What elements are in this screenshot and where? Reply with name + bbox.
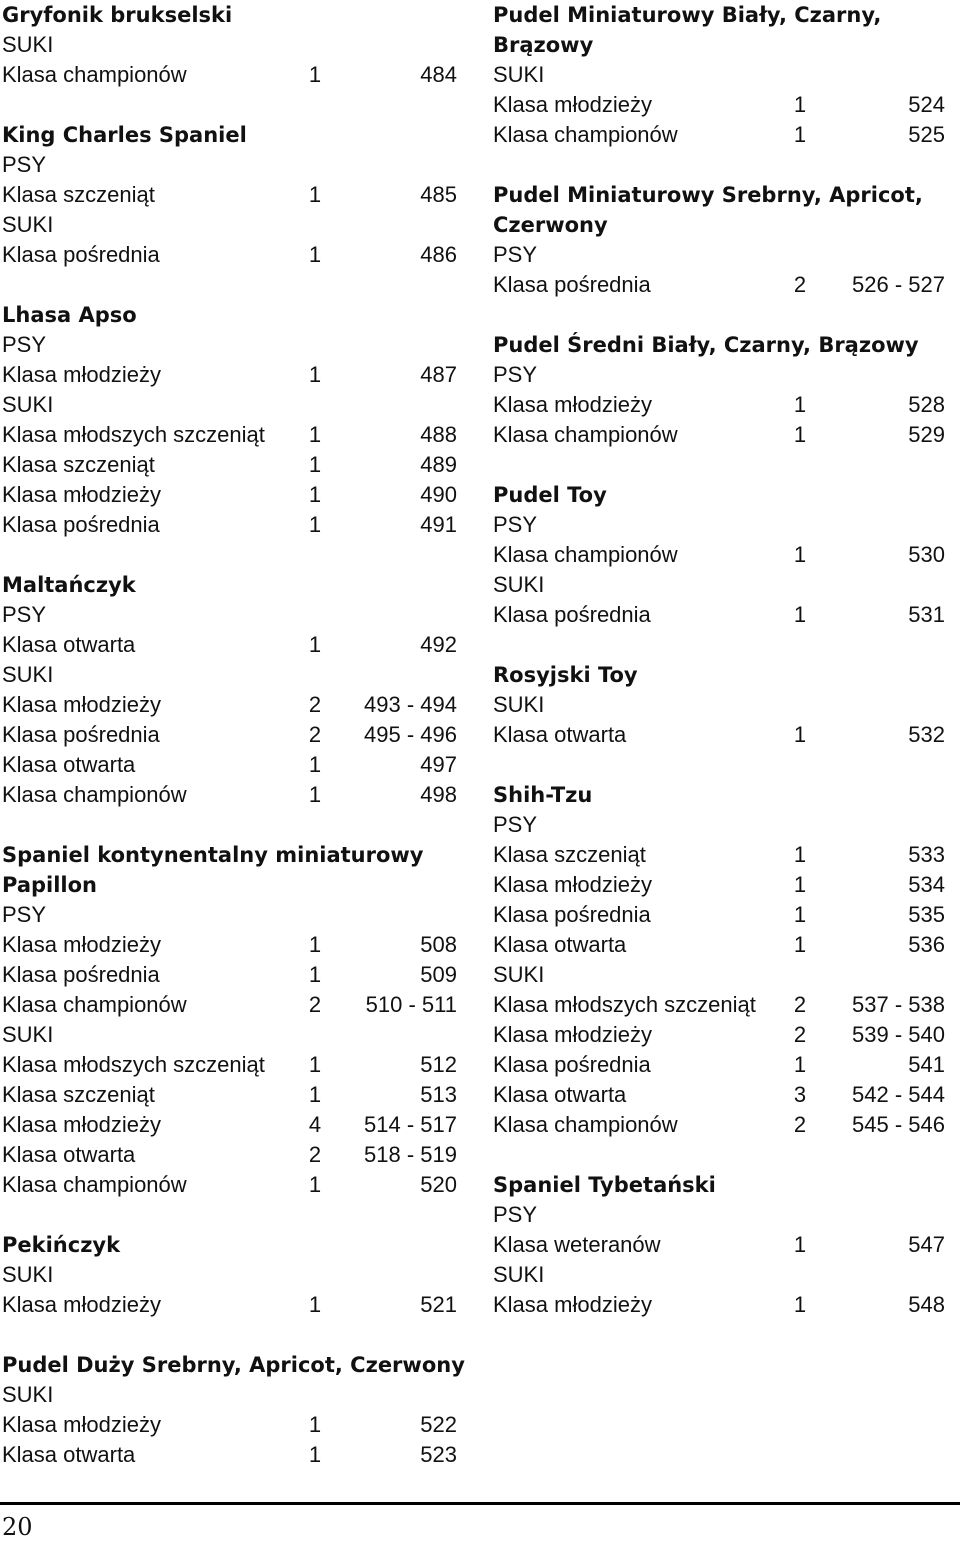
section-gap bbox=[493, 750, 945, 780]
sex-label: PSY bbox=[493, 1202, 538, 1227]
catalog-numbers: 484 bbox=[420, 62, 457, 87]
class-name: Klasa championów bbox=[2, 62, 187, 87]
class-name: Klasa championów bbox=[2, 1172, 187, 1197]
catalog-numbers: 498 bbox=[420, 782, 457, 807]
dog-count: 2 bbox=[793, 1022, 807, 1047]
class-row bbox=[493, 90, 945, 120]
section-gap bbox=[2, 810, 457, 840]
class-row bbox=[493, 390, 945, 420]
class-row bbox=[493, 720, 945, 750]
sex-label: SUKI bbox=[493, 1262, 545, 1287]
catalog-numbers: 534 bbox=[908, 872, 945, 897]
class-name: Klasa młodszych szczeniąt bbox=[493, 992, 756, 1017]
class-row bbox=[493, 1290, 945, 1320]
dog-count: 1 bbox=[308, 1082, 322, 1107]
class-row bbox=[2, 720, 457, 750]
section-gap bbox=[493, 450, 945, 480]
class-row bbox=[2, 180, 457, 210]
dog-count: 1 bbox=[793, 842, 807, 867]
left-column bbox=[2, 0, 465, 1470]
section-gap bbox=[2, 540, 457, 570]
class-name: Klasa młodzieży bbox=[493, 1292, 652, 1317]
breed-heading: Pudel Średni Biały, Czarny, Brązowy bbox=[493, 333, 919, 357]
dog-count: 1 bbox=[793, 872, 807, 897]
class-name: Klasa otwarta bbox=[2, 632, 136, 657]
dog-count: 1 bbox=[308, 932, 322, 957]
catalog-numbers: 514 - 517 bbox=[364, 1112, 457, 1137]
catalog-numbers: 523 bbox=[420, 1442, 457, 1467]
class-name: Klasa pośrednia bbox=[2, 962, 160, 987]
dog-count: 1 bbox=[308, 632, 322, 657]
catalog-numbers: 491 bbox=[420, 512, 457, 537]
class-row bbox=[493, 600, 945, 630]
dog-count: 1 bbox=[308, 1292, 322, 1317]
class-name: Klasa młodzieży bbox=[2, 932, 161, 957]
sex-label: SUKI bbox=[493, 962, 545, 987]
class-name: Klasa otwarta bbox=[2, 1442, 136, 1467]
dog-count: 1 bbox=[308, 1052, 322, 1077]
section-gap bbox=[2, 270, 457, 300]
class-name: Klasa pośrednia bbox=[493, 602, 651, 627]
breed-heading: Pudel Duży Srebrny, Apricot, Czerwony bbox=[2, 1353, 465, 1377]
dog-count: 1 bbox=[308, 182, 322, 207]
section-gap bbox=[2, 1200, 457, 1230]
section-gap bbox=[493, 1140, 945, 1170]
class-row bbox=[2, 990, 457, 1020]
catalog-numbers: 522 bbox=[420, 1412, 457, 1437]
class-name: Klasa młodzieży bbox=[2, 1112, 161, 1137]
class-name: Klasa championów bbox=[493, 422, 678, 447]
section-gap bbox=[493, 630, 945, 660]
class-row bbox=[493, 120, 945, 150]
catalog-numbers: 541 bbox=[908, 1052, 945, 1077]
class-row bbox=[2, 60, 457, 90]
class-row bbox=[493, 1080, 945, 1110]
sex-label: SUKI bbox=[2, 1382, 54, 1407]
class-name: Klasa otwarta bbox=[493, 722, 627, 747]
class-name: Klasa młodszych szczeniąt bbox=[2, 1052, 265, 1077]
dog-count: 1 bbox=[793, 1292, 807, 1317]
footer-rule bbox=[0, 1502, 960, 1505]
class-row bbox=[493, 1110, 945, 1140]
class-name: Klasa pośrednia bbox=[493, 272, 651, 297]
right-column bbox=[493, 0, 945, 1320]
class-name: Klasa młodzieży bbox=[493, 872, 652, 897]
catalog-numbers: 509 bbox=[420, 962, 457, 987]
class-row bbox=[493, 540, 945, 570]
dog-count: 2 bbox=[793, 272, 807, 297]
class-row bbox=[2, 360, 457, 390]
dog-count: 2 bbox=[793, 992, 807, 1017]
catalog-numbers: 497 bbox=[420, 752, 457, 777]
class-name: Klasa młodzieży bbox=[2, 362, 161, 387]
dog-count: 1 bbox=[308, 962, 322, 987]
dog-count: 1 bbox=[308, 422, 322, 447]
class-row bbox=[493, 840, 945, 870]
catalog-numbers: 490 bbox=[420, 482, 457, 507]
class-name: Klasa młodzieży bbox=[493, 92, 652, 117]
catalog-numbers: 528 bbox=[908, 392, 945, 417]
breed-heading: Maltańczyk bbox=[2, 573, 136, 597]
catalog-numbers: 493 - 494 bbox=[364, 692, 457, 717]
sex-label: PSY bbox=[2, 902, 47, 927]
class-row bbox=[2, 750, 457, 780]
dog-count: 2 bbox=[308, 692, 322, 717]
sex-label: PSY bbox=[493, 812, 538, 837]
class-row bbox=[2, 780, 457, 810]
catalog-numbers: 485 bbox=[420, 182, 457, 207]
class-row bbox=[2, 1410, 457, 1440]
class-name: Klasa szczeniąt bbox=[2, 182, 155, 207]
class-name: Klasa otwarta bbox=[493, 1082, 627, 1107]
dog-count: 1 bbox=[308, 1412, 322, 1437]
section-gap bbox=[2, 1320, 457, 1350]
class-row bbox=[2, 690, 457, 720]
class-row bbox=[2, 930, 457, 960]
class-row bbox=[2, 1050, 457, 1080]
class-row bbox=[2, 510, 457, 540]
class-name: Klasa pośrednia bbox=[493, 1052, 651, 1077]
catalog-numbers: 536 bbox=[908, 932, 945, 957]
catalog-numbers: 512 bbox=[420, 1052, 457, 1077]
sex-label: PSY bbox=[2, 332, 47, 357]
class-name: Klasa szczeniąt bbox=[2, 1082, 155, 1107]
dog-count: 1 bbox=[793, 422, 807, 447]
breed-heading-cont: Brązowy bbox=[493, 33, 594, 57]
catalog-numbers: 548 bbox=[908, 1292, 945, 1317]
sex-label: SUKI bbox=[2, 32, 54, 57]
dog-count: 1 bbox=[793, 92, 807, 117]
dog-count: 1 bbox=[308, 512, 322, 537]
dog-count: 1 bbox=[793, 1052, 807, 1077]
class-name: Klasa pośrednia bbox=[493, 902, 651, 927]
breed-heading-cont: Papillon bbox=[2, 873, 98, 897]
breed-heading: Spaniel kontynentalny miniaturowy bbox=[2, 843, 424, 867]
breed-heading: Lhasa Apso bbox=[2, 303, 137, 327]
breed-heading: Pudel Miniaturowy Biały, Czarny, bbox=[493, 3, 882, 27]
sex-label: SUKI bbox=[493, 62, 545, 87]
class-name: Klasa młodzieży bbox=[2, 692, 161, 717]
page-number: 20 bbox=[2, 1513, 33, 1541]
class-name: Klasa pośrednia bbox=[2, 242, 160, 267]
catalog-numbers: 492 bbox=[420, 632, 457, 657]
sex-label: PSY bbox=[2, 152, 47, 177]
catalog-numbers: 526 - 527 bbox=[852, 272, 945, 297]
dog-count: 2 bbox=[793, 1112, 807, 1137]
sex-label: SUKI bbox=[2, 1262, 54, 1287]
sex-label: SUKI bbox=[493, 692, 545, 717]
class-name: Klasa otwarta bbox=[2, 1142, 136, 1167]
dog-count: 2 bbox=[308, 1142, 322, 1167]
dog-count: 1 bbox=[308, 1172, 322, 1197]
class-name: Klasa otwarta bbox=[493, 932, 627, 957]
catalog-numbers: 518 - 519 bbox=[364, 1142, 457, 1167]
dog-count: 1 bbox=[793, 542, 807, 567]
sex-label: SUKI bbox=[2, 1022, 54, 1047]
catalog-numbers: 520 bbox=[420, 1172, 457, 1197]
sex-label: PSY bbox=[493, 512, 538, 537]
catalog-numbers: 524 bbox=[908, 92, 945, 117]
class-row bbox=[493, 930, 945, 960]
catalog-numbers: 539 - 540 bbox=[852, 1022, 945, 1047]
class-row bbox=[2, 1080, 457, 1110]
catalog-numbers: 508 bbox=[420, 932, 457, 957]
class-name: Klasa championów bbox=[493, 122, 678, 147]
sex-label: SUKI bbox=[2, 212, 54, 237]
catalog-numbers: 535 bbox=[908, 902, 945, 927]
catalog-numbers: 495 - 496 bbox=[364, 722, 457, 747]
sex-label: SUKI bbox=[2, 662, 54, 687]
breed-heading: Pekińczyk bbox=[2, 1233, 121, 1257]
dog-count: 1 bbox=[308, 242, 322, 267]
class-row bbox=[493, 270, 945, 300]
catalog-numbers: 525 bbox=[908, 122, 945, 147]
breed-heading: Pudel Miniaturowy Srebrny, Apricot, bbox=[493, 183, 923, 207]
dog-count: 1 bbox=[308, 1442, 322, 1467]
sex-label: SUKI bbox=[2, 392, 54, 417]
class-row bbox=[2, 1290, 457, 1320]
catalog-numbers: 532 bbox=[908, 722, 945, 747]
dog-count: 1 bbox=[308, 362, 322, 387]
class-row bbox=[2, 450, 457, 480]
dog-count: 1 bbox=[793, 722, 807, 747]
class-name: Klasa szczeniąt bbox=[493, 842, 646, 867]
dog-count: 1 bbox=[308, 482, 322, 507]
breed-heading: Shih-Tzu bbox=[493, 783, 593, 807]
class-row bbox=[2, 1170, 457, 1200]
dog-count: 1 bbox=[793, 902, 807, 927]
class-row bbox=[493, 990, 945, 1020]
class-name: Klasa młodzieży bbox=[2, 482, 161, 507]
catalog-numbers: 488 bbox=[420, 422, 457, 447]
class-name: Klasa młodzieży bbox=[2, 1412, 161, 1437]
dog-count: 1 bbox=[793, 602, 807, 627]
dog-count: 2 bbox=[308, 722, 322, 747]
dog-count: 4 bbox=[308, 1112, 322, 1137]
dog-count: 3 bbox=[793, 1082, 807, 1107]
breed-heading-cont: Czerwony bbox=[493, 213, 608, 237]
class-row bbox=[493, 1050, 945, 1080]
class-row bbox=[493, 900, 945, 930]
class-name: Klasa pośrednia bbox=[2, 512, 160, 537]
class-row bbox=[2, 1110, 457, 1140]
catalog-numbers: 530 bbox=[908, 542, 945, 567]
class-name: Klasa championów bbox=[493, 1112, 678, 1137]
class-name: Klasa otwarta bbox=[2, 752, 136, 777]
catalog-numbers: 545 - 546 bbox=[852, 1112, 945, 1137]
dog-count: 2 bbox=[308, 992, 322, 1017]
class-row bbox=[2, 240, 457, 270]
class-row bbox=[493, 1230, 945, 1260]
class-row bbox=[2, 630, 457, 660]
catalog-numbers: 510 - 511 bbox=[365, 992, 457, 1017]
dog-count: 1 bbox=[793, 122, 807, 147]
breed-heading: Pudel Toy bbox=[493, 483, 607, 507]
class-name: Klasa szczeniąt bbox=[2, 452, 155, 477]
catalog-numbers: 487 bbox=[420, 362, 457, 387]
catalog-numbers: 537 - 538 bbox=[852, 992, 945, 1017]
class-name: Klasa młodzieży bbox=[493, 1022, 652, 1047]
catalog-numbers: 547 bbox=[908, 1232, 945, 1257]
section-gap bbox=[493, 300, 945, 330]
class-name: Klasa pośrednia bbox=[2, 722, 160, 747]
class-name: Klasa championów bbox=[2, 782, 187, 807]
dog-count: 1 bbox=[308, 62, 322, 87]
dog-count: 1 bbox=[793, 392, 807, 417]
class-name: Klasa weteranów bbox=[493, 1232, 661, 1257]
dog-count: 1 bbox=[793, 932, 807, 957]
catalog-numbers: 529 bbox=[908, 422, 945, 447]
class-row bbox=[493, 420, 945, 450]
class-row bbox=[493, 1020, 945, 1050]
class-name: Klasa młodzieży bbox=[493, 392, 652, 417]
class-row bbox=[2, 480, 457, 510]
class-row bbox=[2, 420, 457, 450]
dog-count: 1 bbox=[308, 752, 322, 777]
class-name: Klasa młodszych szczeniąt bbox=[2, 422, 265, 447]
catalog-numbers: 531 bbox=[908, 602, 945, 627]
class-name: Klasa championów bbox=[2, 992, 187, 1017]
section-gap bbox=[493, 150, 945, 180]
class-name: Klasa młodzieży bbox=[2, 1292, 161, 1317]
class-row bbox=[2, 1140, 457, 1170]
sex-label: PSY bbox=[493, 362, 538, 387]
breed-heading: Spaniel Tybetański bbox=[493, 1173, 716, 1197]
breed-heading: Gryfonik brukselski bbox=[2, 3, 233, 27]
sex-label: PSY bbox=[2, 602, 47, 627]
dog-count: 1 bbox=[793, 1232, 807, 1257]
catalog-numbers: 542 - 544 bbox=[852, 1082, 945, 1107]
class-row bbox=[493, 870, 945, 900]
dog-count: 1 bbox=[308, 452, 322, 477]
class-row bbox=[2, 1440, 457, 1470]
breed-heading: Rosyjski Toy bbox=[493, 663, 638, 687]
sex-label: PSY bbox=[493, 242, 538, 267]
catalog-numbers: 521 bbox=[420, 1292, 457, 1317]
class-row bbox=[2, 960, 457, 990]
class-name: Klasa championów bbox=[493, 542, 678, 567]
dog-count: 1 bbox=[308, 782, 322, 807]
sex-label: SUKI bbox=[493, 572, 545, 597]
catalog-numbers: 489 bbox=[420, 452, 457, 477]
catalog-numbers: 486 bbox=[420, 242, 457, 267]
catalog-numbers: 513 bbox=[420, 1082, 457, 1107]
section-gap bbox=[2, 90, 457, 120]
breed-heading: King Charles Spaniel bbox=[2, 123, 247, 147]
catalog-numbers: 533 bbox=[908, 842, 945, 867]
